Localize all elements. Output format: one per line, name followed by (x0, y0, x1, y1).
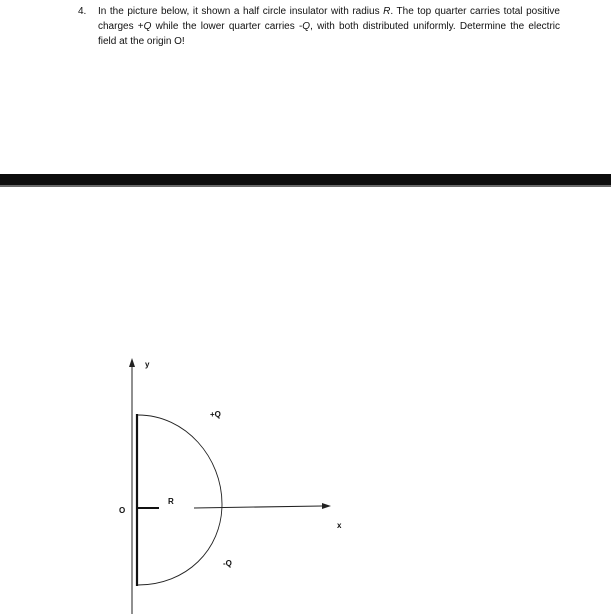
question-number: 4. (78, 6, 87, 17)
x-axis-arrowhead (322, 503, 331, 509)
y-axis-arrowhead (129, 358, 135, 367)
question-text-part-4: , with both distributed uniformly. Determine the electric field at the origin O! (98, 21, 561, 47)
charge-symbol-negative: Q (302, 21, 311, 32)
x-axis-line (194, 506, 322, 508)
radius-symbol: R (383, 6, 391, 17)
question-text-part-2: . The top quarter carries total positive charges + (98, 6, 560, 32)
half-circle-arc (138, 415, 222, 585)
x-axis-label: x (337, 521, 342, 530)
bottom-charge-label: -Q (223, 559, 232, 568)
charge-symbol-positive: Q (143, 21, 152, 32)
radius-label: R (168, 497, 174, 506)
question-text-part-3: while the lower quarter carries - (151, 21, 303, 32)
question-text-part-1: In the picture below, it shown a half circle insulator with radius (98, 6, 384, 17)
top-charge-label: +Q (210, 410, 221, 419)
y-axis-label: y (145, 360, 150, 369)
origin-label: O (119, 506, 126, 515)
